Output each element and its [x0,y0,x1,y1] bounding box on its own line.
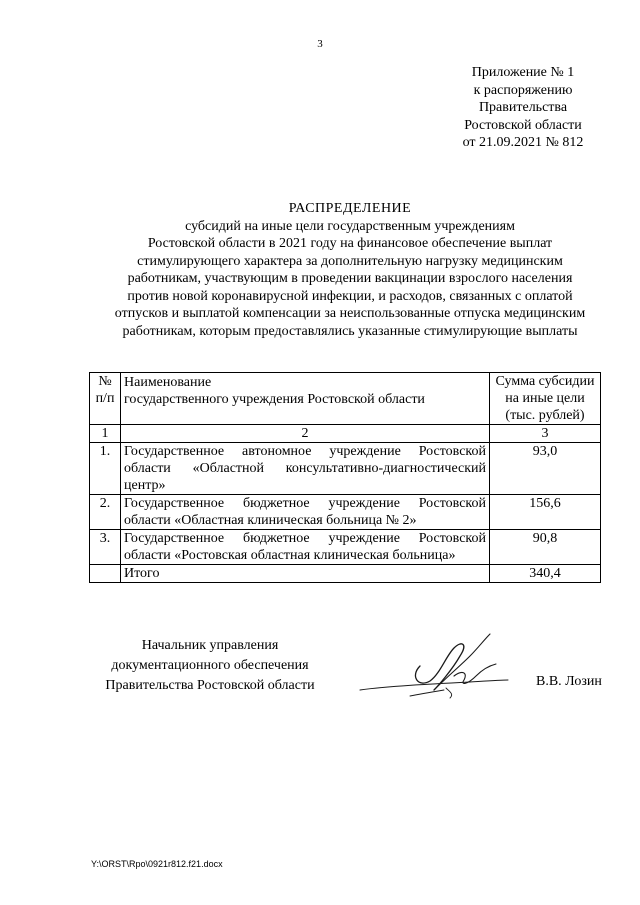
total-sum: 340,4 [490,565,601,583]
distribution-table [89,372,601,583]
row-num: 3. [90,530,121,565]
column-index: 2 [121,425,490,443]
row-name: Государственное бюджетное учреждение Ростовской области «Областная клиническая больница № 2» [121,495,490,530]
header-name-line: Наименование [124,375,212,390]
header-sum-line: (тыс. рублей) [505,408,585,423]
total-label: Итого [121,565,490,583]
signatory-name: В.В. Лозин [536,674,602,689]
column-index: 3 [490,425,601,443]
table-row [90,495,601,530]
appendix-block [438,64,608,152]
page-number: 3 [317,38,323,50]
title-line: отпусков и выплатой компенсации за неиспользованные отпуска медицинским [114,306,586,321]
table-row [90,443,601,495]
table-row [90,530,601,565]
title-line: Ростовской области в 2021 году на финансовое обеспечение выплат [147,236,553,251]
appendix-line: Правительства [478,100,568,115]
row-sum: 93,0 [490,443,601,495]
row-name: Государственное автономное учреждение Ростовской области «Областной консультативно-диагностический центр» [121,443,490,495]
header-name [121,373,490,425]
table-header-row [90,373,601,425]
title-line: работникам, которым предоставлялись указанные стимулирующие выплаты [122,323,578,339]
appendix-line: к распоряжению [473,82,573,98]
row-name: Государственное бюджетное учреждение Ростовской области «Ростовская областная клиническая больница» [121,530,490,565]
position-line: Правительства Ростовской области [105,678,315,693]
handwritten-signature [350,626,510,706]
appendix-line: Ростовской области [464,117,582,133]
appendix-line: Приложение № 1 [471,65,575,80]
file-path: Y:\ORST\Rpo\0921r812.f21.docx [91,859,223,869]
row-num: 1. [90,443,121,495]
column-index-row [90,425,601,443]
header-name-line: государственного учреждения Ростовской области [124,392,425,407]
row-sum: 156,6 [490,495,601,530]
header-num-line: № [98,374,112,389]
header-sum-line: Сумма субсидии [495,374,595,389]
total-row [90,565,601,583]
title-line: стимулирующего характера за дополнительную нагрузку медицинским [137,253,563,269]
row-sum: 90,8 [490,530,601,565]
title-line: против новой коронавирусной инфекции, и расходов, связанных с оплатой [127,288,573,304]
header-num-line: п/п [95,391,115,406]
position-line: Начальник управления [141,638,279,653]
title-heading: РАСПРЕДЕЛЕНИЕ [288,201,412,216]
title-line: работникам, участвующим в проведении вакцинации взрослого населения [127,271,573,286]
total-num-empty [90,565,121,583]
title-line: субсидий на иные цели государственным учреждениям [185,218,515,234]
appendix-line: от 21.09.2021 № 812 [462,135,584,150]
header-num [90,373,121,425]
row-num: 2. [90,495,121,530]
document-title [60,200,640,340]
header-sum [490,373,601,425]
position-line: документационного обеспечения [111,658,309,673]
header-sum-line: на иные цели [505,391,585,406]
column-index: 1 [90,425,121,443]
signatory-position [80,636,340,696]
